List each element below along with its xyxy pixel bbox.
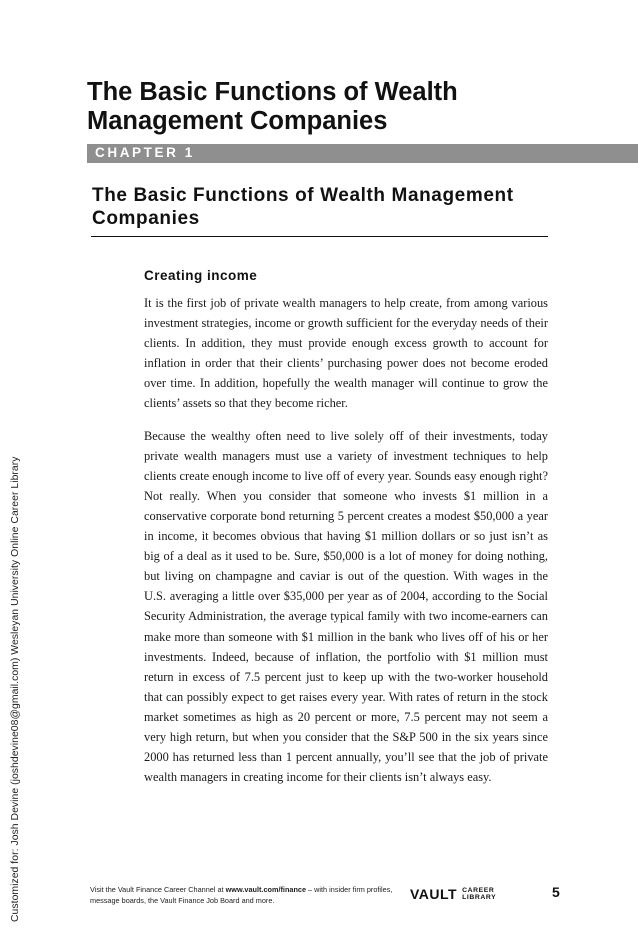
paragraph-1: It is the first job of private wealth managers to help create, from among various investment strategies, income or growth sufficient for the everyday needs of their clients. In addition, they must provide enough excess growth to account for inflation in order that their clients’ purchasing power does not become eroded over time. In addition, hopefully the wealth manager will continue to grow the clients’ assets so that they become richer. [144,296,548,411]
paragraph-2: Because the wealthy often need to live solely off of their investments, today private wealth managers must use a variety of investment techniques to help clients create enough income to live off of every year. Sounds easy enough right? Not really. When you consider that someone who invests $1 million in a conservative corporate bond returning 5 percent creates a modest $50,000 a year in income, it becomes obvious that having $1 million dollars or so just isn’t as big of a deal as it used to be. Sure, $50,000 is a lot of money for doing nothing, but living on champagne and caviar is out of the question. With wages in the U.S. averaging a little over $35,000 per year as of 2004, according to the Social Security Administration, the average typical family with two income-earners can make more than someone with $1 million in the bank who lives off of his or her investments. Indeed, because of inflation, the portfolio with $1 million must return in excess of 7.5 percent just to keep up with the two-worker household that can possibly expect to get raises every year. With rates of return in the stock market sometimes as high as 20 percent or more, 7.5 percent may not seem a very high return, but when you consider that the S&P 500 in the six years since 2000 has returned less than 1 percent annually, you’ll see that the job of private wealth managers in creating income for their clients isn’t always easy. [144,428,548,785]
chapter-bar [87,144,638,163]
page-title: The Basic Functions of Wealth Management Companies [87,78,458,135]
chapter-label: CHAPTER 1 [95,145,195,160]
section-title: The Basic Functions of Wealth Management Companies [92,185,514,229]
page-number: 5 [552,884,560,900]
logo-line-library: LIBRARY [462,894,497,901]
logo-tagline [462,887,496,902]
footer-promo [90,884,400,906]
customization-note: Customized for: Josh Devine (joshdevine08@gmail.com) Wesleyan University Online Career Library [10,456,21,922]
body-text [144,293,548,799]
logo-word: VAULT [410,886,458,902]
footer-text-before: Visit the Vault Finance Career Channel at [90,885,226,894]
section-divider [91,236,548,237]
footer-text-after: – with insider firm profiles, message boards, the Vault Finance Job Board and more. [90,885,393,905]
logo-line-career: CAREER [462,886,495,894]
subheading-creating-income: Creating income [144,268,258,283]
footer-link[interactable]: www.vault.com/finance [225,885,307,894]
vault-career-library-logo [410,886,496,902]
